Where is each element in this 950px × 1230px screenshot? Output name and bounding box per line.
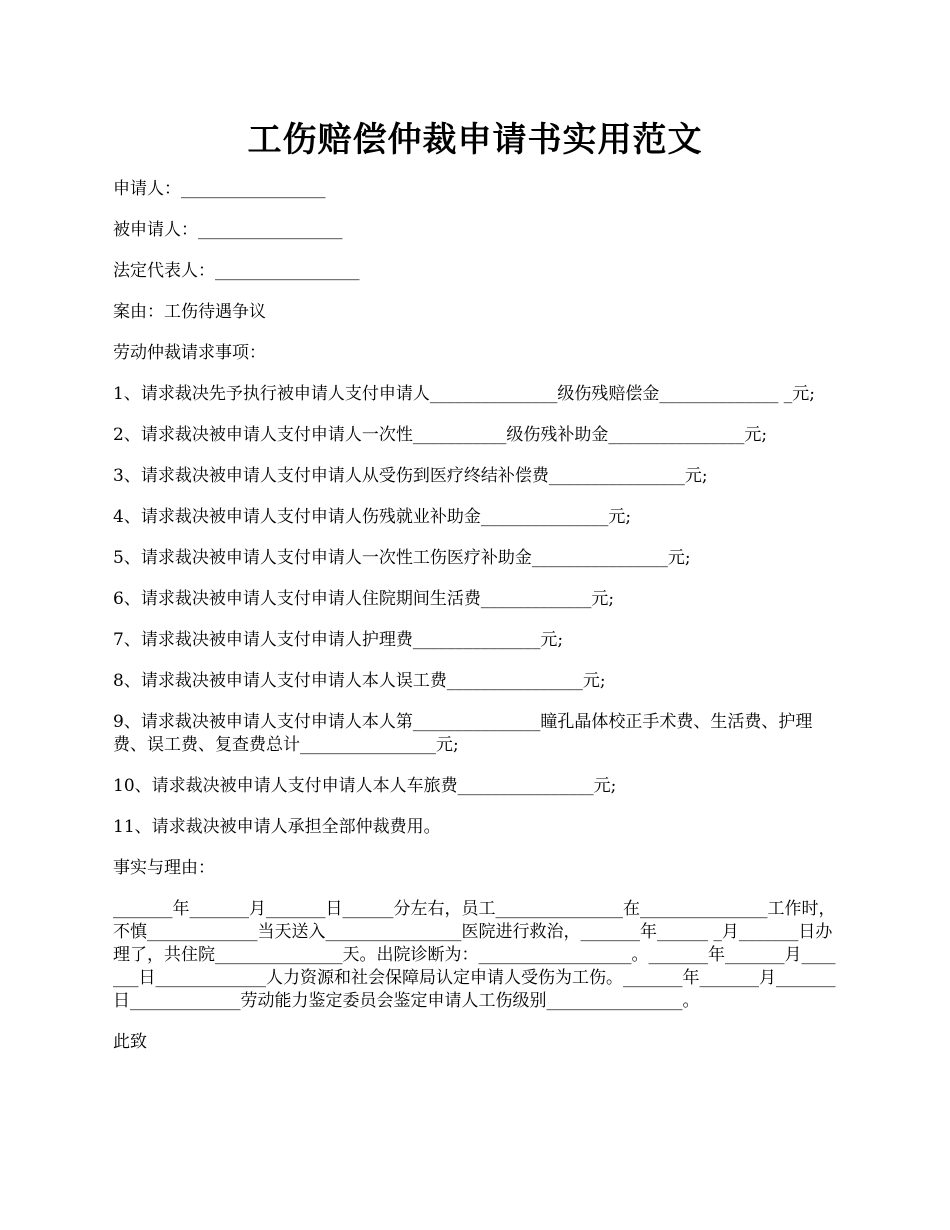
claim-item-11: 11、请求裁决被申请人承担全部仲裁费用。 <box>113 817 441 837</box>
document-body <box>113 178 841 1072</box>
claim-item-1: 1、请求裁决先予执行被申请人支付申请人_______________级伤残赔偿金______________ _元; <box>113 384 815 404</box>
claim-item-9: 9、请求裁决被申请人支付申请人本人第_______________瞳孔晶体校正手术费、生活费、护理费、误工费、复查费总计________________元; <box>113 712 813 755</box>
facts-heading: 事实与理由： <box>113 858 215 878</box>
claim-item-4: 4、请求裁决被申请人支付申请人伤残就业补助金_______________元; <box>113 507 632 527</box>
closing-salutation: 此致 <box>113 1032 147 1052</box>
facts-paragraph: _______年_______月_______日______分左右，员工_______________在_______________工作时，不慎_____________当天送入________________医院进行救治，_______年______ _月_______日办理了，共住院_______________天。出院诊断为：__________________。_______年_______月_______日_____________人力资源和社会保障局认定申请人受伤为工伤。_______年_______月_______日_____________劳动能力鉴定委员会鉴定申请人工伤级别________________。 <box>113 899 836 1011</box>
claims-heading: 劳动仲裁请求事项： <box>113 343 266 363</box>
applicant-line: 申请人：_________________ <box>113 179 326 199</box>
claim-item-7: 7、请求裁决被申请人支付申请人护理费_______________元; <box>113 630 564 650</box>
respondent-line: 被申请人：_________________ <box>113 220 343 240</box>
claim-item-5: 5、请求裁决被申请人支付申请人一次性工伤医疗补助金________________元; <box>113 548 691 568</box>
claim-item-3: 3、请求裁决被申请人支付申请人从受伤到医疗终结补偿费________________元; <box>113 466 708 486</box>
claim-item-6: 6、请求裁决被申请人支付申请人住院期间生活费_____________元; <box>113 589 615 609</box>
claim-item-2: 2、请求裁决被申请人支付申请人一次性___________级伤残补助金________________元; <box>113 425 768 445</box>
document-title: 工伤赔偿仲裁申请书实用范文 <box>247 120 703 160</box>
case-cause-line: 案由：工伤待遇争议 <box>113 302 266 322</box>
legal-representative-line: 法定代表人：_________________ <box>113 261 360 281</box>
claim-item-8: 8、请求裁决被申请人支付申请人本人误工费________________元; <box>113 671 606 691</box>
claim-item-10: 10、请求裁决被申请人支付申请人本人车旅费________________元; <box>113 776 617 796</box>
